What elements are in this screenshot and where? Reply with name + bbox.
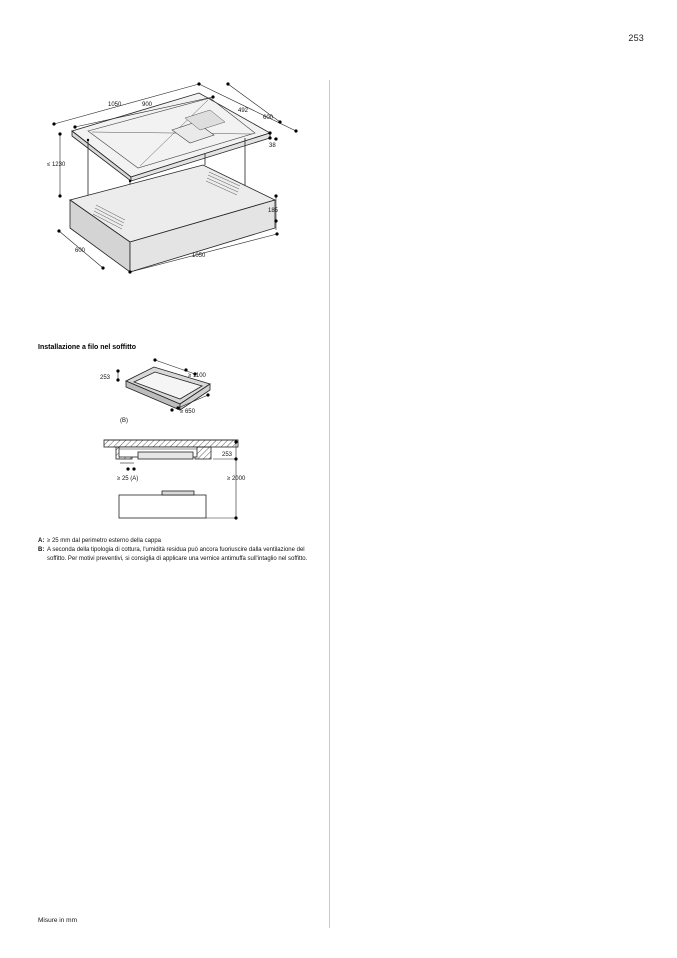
- note-a: [38, 537, 308, 546]
- section-gap-label: ≥ 25 (A): [117, 476, 139, 482]
- section-title: Installazione a filo nel soffitto: [38, 344, 137, 351]
- note-text: ≥ 25 mm dal perimetro esterno della cappa: [47, 538, 162, 544]
- note-b: [38, 546, 308, 564]
- dim-width-frame: 900: [142, 102, 153, 108]
- ceiling-section-drawing: [104, 440, 246, 520]
- note-key: A:: [38, 538, 45, 544]
- note-key: B:: [38, 547, 45, 553]
- cutout-width-label: ≥ 650: [180, 409, 195, 415]
- cutout-ref-b: (B): [120, 418, 128, 424]
- footer-units: Misure in mm: [38, 917, 78, 924]
- section-height-label: ≥ 2000: [227, 476, 246, 482]
- note-text: A seconda della tipologia di cottura, l'umidità residua può ancora fuoriuscire dalla ventilazione del soffitto. Per motivi preventivi, si consiglia di applicare una vernice antimuffa sull'intaglio nel soffitto.: [47, 547, 308, 562]
- dim-depth-top: 492: [238, 108, 249, 114]
- dim-body-depth: 600: [75, 248, 86, 254]
- notes: [38, 537, 308, 564]
- hood-isometric-drawing: [47, 82, 298, 273]
- section-depth-label: 253: [222, 452, 233, 458]
- dim-width-total: 1050: [108, 102, 122, 108]
- cutout-length-label: ≥ 1100: [188, 373, 206, 379]
- dim-frame-height: 38: [269, 143, 276, 149]
- cutout-depth-label: 253: [100, 375, 111, 381]
- dim-suspension: ≤ 1230: [47, 162, 66, 168]
- dim-depth-total: 600: [263, 115, 274, 121]
- dim-body-height: 185: [268, 208, 279, 214]
- ceiling-cutout-drawing: [100, 358, 210, 424]
- dim-body-width: 1050: [192, 253, 206, 259]
- page-number: 253: [628, 33, 644, 43]
